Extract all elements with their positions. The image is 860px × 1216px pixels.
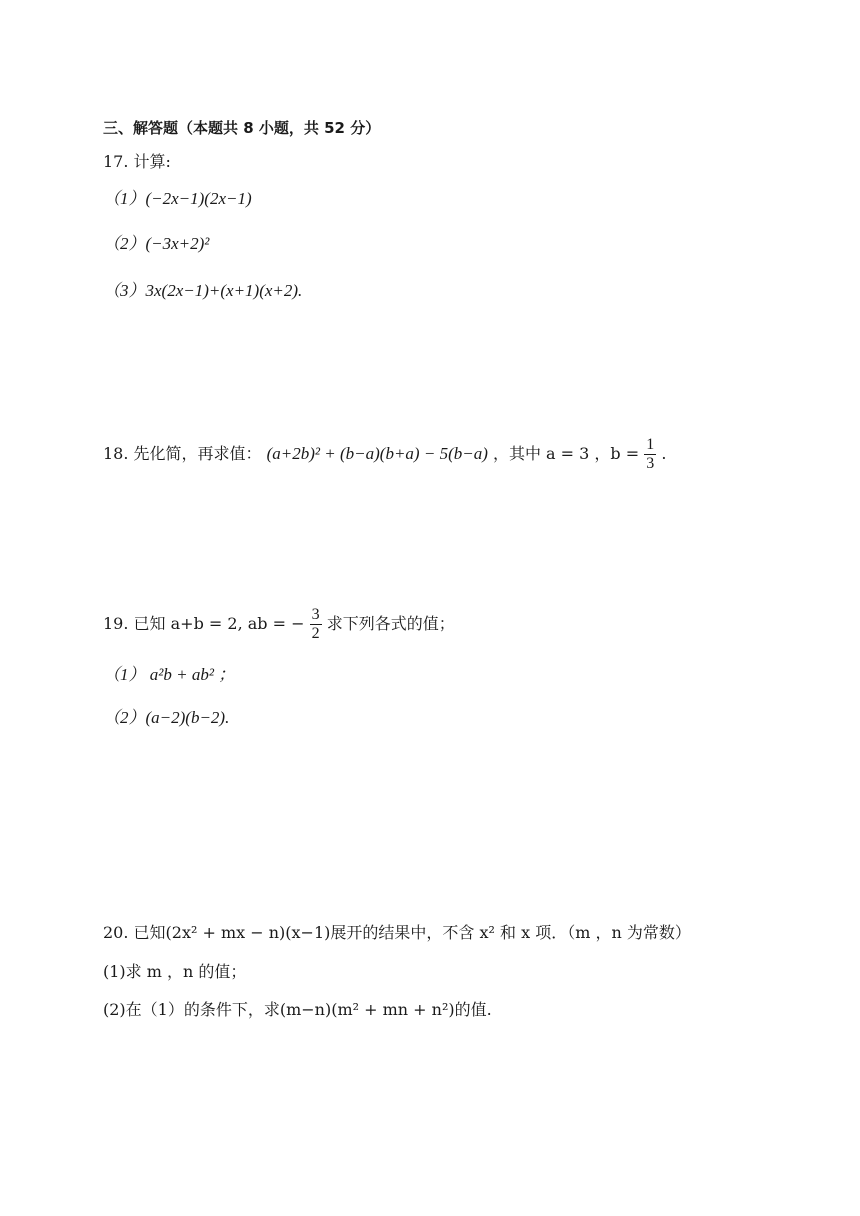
q19-part-1: （1） a²b + ab² ； — [103, 665, 236, 684]
q17-part-1: （1）(−2x−1)(2x−1) — [103, 189, 252, 208]
q19-frac-den: 2 — [311, 625, 320, 642]
q19-part-2: （2）(a−2)(b−2). — [103, 708, 230, 727]
q18-end: . — [661, 444, 667, 463]
q18-frac-den: 3 — [646, 455, 655, 472]
q17-part-2: （2）(−3x+2)² — [103, 234, 210, 253]
q18-frac-num: 1 — [646, 436, 655, 453]
q19-frac-num: 3 — [311, 606, 320, 623]
q18 — [103, 436, 666, 473]
q18-prefix: 18. 先化简，再求值： — [103, 444, 262, 463]
q17-stem: 17. 计算: — [103, 152, 171, 171]
q20-part-2: (2)在（1）的条件下，求(m−n)(m² + mn + n²)的值. — [103, 1000, 492, 1019]
q19-fraction — [310, 606, 322, 643]
q19-prefix: 19. 已知 a+b = 2, ab = − — [103, 614, 305, 633]
q20-stem: 20. 已知(2x² + mx − n)(x−1)展开的结果中，不含 x² 和 x 项．（m ，n 为常数） — [103, 923, 691, 942]
q19 — [103, 606, 455, 643]
q18-condition: ，其中 a = 3 ，b = — [492, 444, 640, 463]
q20-part-1: (1)求 m ，n 的值； — [103, 962, 247, 981]
section-heading: 三、解答题（本题共 8 小题，共 52 分） — [103, 119, 381, 137]
q18-expr: (a+2b)² + (b−a)(b+a) − 5(b−a) — [266, 444, 488, 463]
q18-fraction — [644, 436, 656, 473]
q19-suffix: 求下列各式的值； — [326, 614, 455, 633]
q17-part-3: （3）3x(2x−1)+(x+1)(x+2). — [103, 281, 303, 300]
